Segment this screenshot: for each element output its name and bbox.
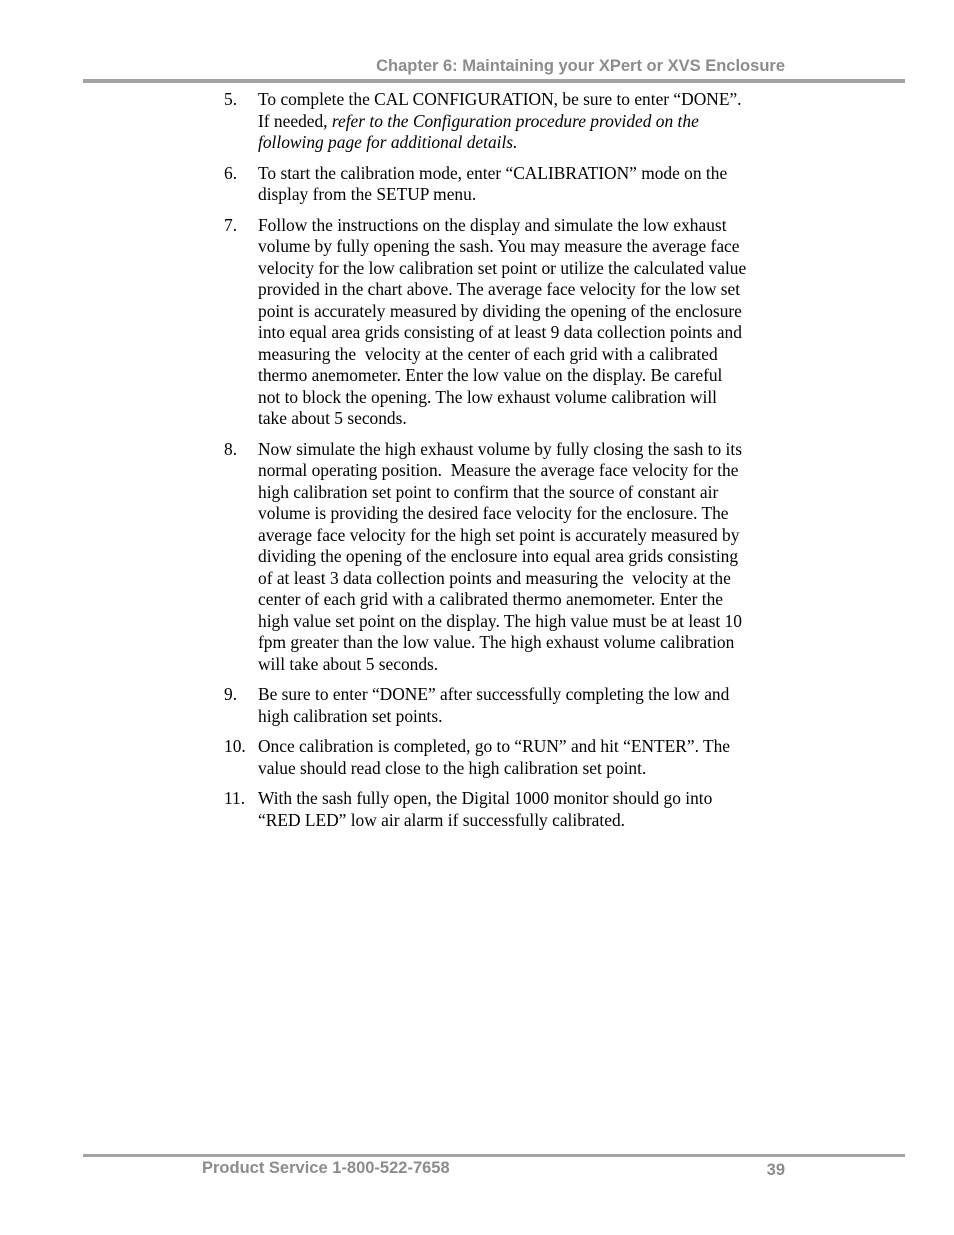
step-9 — [0, 684, 954, 727]
step-text-line: into equal area grids consisting of at least 9 data collection points and — [258, 322, 742, 342]
step-text-line: high calibration set points. — [258, 705, 443, 726]
step-text-line: point is accurately measured by dividing the opening of the enclosure — [258, 300, 742, 321]
step-text-line: fpm greater than the low value. The high exhaust volume calibration — [258, 632, 735, 652]
step-11 — [0, 788, 954, 831]
chapter-header: Chapter 6: Maintaining your XPert or XVS Enclosure — [376, 57, 785, 75]
step-text-line: not to block the opening. The low exhaust volume calibration will — [258, 386, 717, 407]
step-text-line: measuring the velocity at the center of each grid with a calibrated — [258, 343, 718, 364]
step-7 — [0, 215, 954, 430]
step-text-line-italic: following page for additional details. — [258, 132, 518, 152]
step-text-line: average face velocity for the high set point is accurately measured by — [258, 524, 740, 545]
step-6 — [0, 163, 954, 206]
step-text-line: high calibration set point to confirm that the source of constant air — [258, 481, 719, 502]
step-number: 11. — [224, 788, 246, 808]
step-text-line: volume by fully opening the sash. You may measure the average face — [258, 236, 740, 256]
step-5 — [0, 89, 954, 154]
step-text-line: center of each grid with a calibrated thermo anemometer. Enter the — [258, 589, 723, 609]
step-text-line: normal operating position. Measure the average face velocity for the — [258, 460, 739, 480]
step-text-line: Now simulate the high exhaust volume by fully closing the sash to its — [258, 438, 742, 459]
step-number: 8. — [224, 438, 238, 459]
step-text-line: volume is providing the desired face velocity for the enclosure. The — [258, 503, 729, 523]
step-text-italic: refer to the Configuration procedure provided on the — [331, 110, 699, 131]
step-text-line: Be sure to enter “DONE” after successfully completing the low and — [258, 684, 730, 704]
header-rule — [83, 79, 905, 83]
footer-service-phone: Product Service 1-800-522-7658 — [202, 1159, 450, 1177]
step-10 — [0, 736, 954, 779]
step-text-line: will take about 5 seconds. — [258, 653, 439, 674]
step-text-line: thermo anemometer. Enter the low value on the display. Be careful — [258, 365, 723, 385]
step-text-line: value should read close to the high calibration set point. — [258, 757, 647, 778]
step-text-line — [258, 111, 954, 133]
step-number: 6. — [224, 162, 238, 183]
step-number: 10. — [224, 736, 246, 756]
step-number: 9. — [224, 684, 238, 704]
step-text-line: Follow the instructions on the display and simulate the low exhaust — [258, 214, 727, 235]
step-text-line: provided in the chart above. The average face velocity for the low set — [258, 279, 741, 299]
step-text-line: “RED LED” low air alarm if successfully calibrated. — [258, 809, 625, 830]
step-number: 5. — [224, 89, 238, 109]
step-text-line: dividing the opening of the enclosure into equal area grids consisting — [258, 546, 739, 566]
procedure-steps-list — [0, 89, 954, 840]
step-8 — [0, 439, 954, 676]
page-number: 39 — [766, 1161, 785, 1179]
step-text-line: To start the calibration mode, enter “CALIBRATION” mode on the — [258, 162, 728, 183]
step-text-line: Once calibration is completed, go to “RUN” and hit “ENTER”. The — [258, 736, 730, 756]
step-text-line: With the sash fully open, the Digital 1000 monitor should go into — [258, 788, 713, 808]
step-text-line: take about 5 seconds. — [258, 408, 407, 428]
footer-rule — [83, 1154, 905, 1157]
step-text-line: velocity for the low calibration set point or utilize the calculated value — [258, 257, 747, 278]
step-text-line: high value set point on the display. The high value must be at least 10 — [258, 610, 742, 631]
step-text-line: of at least 3 data collection points and measuring the velocity at the — [258, 567, 731, 588]
step-text-line: To complete the CAL CONFIGURATION, be sure to enter “DONE”. — [258, 89, 742, 109]
step-text-line: display from the SETUP menu. — [258, 184, 477, 204]
step-number: 7. — [224, 214, 238, 235]
step-text-run: If needed, — [258, 110, 332, 131]
